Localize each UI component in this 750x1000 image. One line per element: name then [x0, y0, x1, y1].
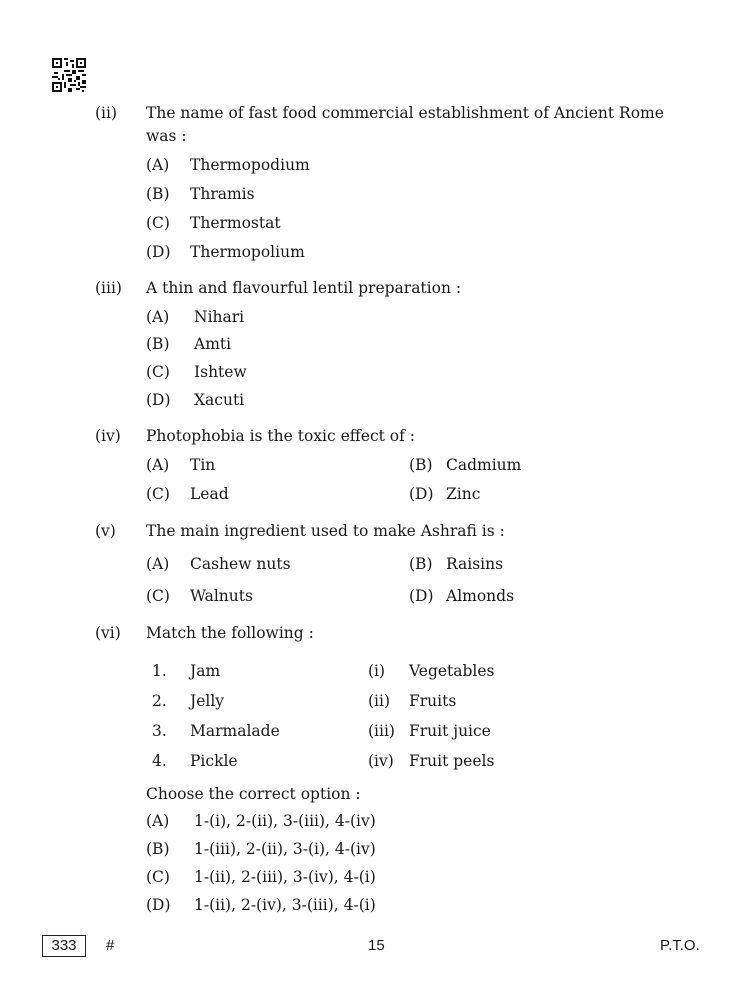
option-text: Thermostat [190, 214, 281, 232]
option-label: (D) [409, 587, 434, 605]
match-left-item: Jelly [190, 692, 225, 710]
option-text: Cashew nuts [190, 555, 291, 573]
option-text: Thermopodium [190, 156, 310, 174]
option-text: Thramis [190, 185, 255, 203]
match-right-item: Fruits [409, 692, 457, 710]
question-text: Photophobia is the toxic effect of : [146, 427, 416, 445]
option-text: Nihari [194, 308, 245, 326]
match-right-number: (iv) [368, 752, 394, 770]
option-label: (A) [146, 156, 170, 174]
question-number: (iv) [95, 427, 121, 445]
match-left-number: 3. [152, 722, 167, 740]
choose-instruction: Choose the correct option : [146, 785, 361, 803]
option-label: (A) [146, 812, 170, 830]
option-label: (D) [409, 485, 434, 503]
match-right-number: (ii) [368, 692, 391, 710]
option-text: 1-(i), 2-(ii), 3-(iii), 4-(iv) [194, 812, 376, 830]
match-left-number: 1. [152, 662, 167, 680]
match-right-number: (i) [368, 662, 386, 680]
option-label: (D) [146, 896, 171, 914]
qr-code-icon [52, 58, 86, 92]
match-left-item: Pickle [190, 752, 238, 770]
option-text: Zinc [446, 485, 481, 503]
paper-code-box: 333 [42, 935, 86, 957]
option-text: 1-(ii), 2-(iv), 3-(iii), 4-(i) [194, 896, 376, 914]
question-number: (v) [95, 522, 116, 540]
match-left-number: 4. [152, 752, 167, 770]
option-label: (B) [409, 456, 433, 474]
option-label: (C) [146, 363, 170, 381]
option-label: (D) [146, 391, 171, 409]
question-number: (vi) [95, 624, 121, 642]
option-label: (B) [146, 335, 170, 353]
match-right-item: Fruit juice [409, 722, 491, 740]
option-text: Tin [190, 456, 216, 474]
question-text: The name of fast food commercial establishment of Ancient Rome [146, 104, 664, 122]
option-text: Xacuti [194, 391, 245, 409]
match-right-item: Vegetables [409, 662, 495, 680]
question-number: (ii) [95, 104, 118, 122]
option-text: Lead [190, 485, 229, 503]
question-text: Match the following : [146, 624, 314, 642]
option-text: Raisins [446, 555, 504, 573]
question-text: The main ingredient used to make Ashrafi is : [146, 522, 505, 540]
option-text: 1-(ii), 2-(iii), 3-(iv), 4-(i) [194, 868, 376, 886]
match-right-number: (iii) [368, 722, 395, 740]
option-text: Ishtew [194, 363, 247, 381]
question-text: A thin and flavourful lentil preparation : [146, 279, 462, 297]
option-label: (C) [146, 214, 170, 232]
pto-label: P.T.O. [660, 937, 700, 954]
option-label: (A) [146, 308, 170, 326]
question-text-continued: was : [146, 127, 187, 145]
option-label: (B) [146, 840, 170, 858]
question-number: (iii) [95, 279, 122, 297]
option-label: (C) [146, 587, 170, 605]
option-label: (A) [146, 555, 170, 573]
option-text: Walnuts [190, 587, 253, 605]
option-text: Cadmium [446, 456, 522, 474]
option-label: (A) [146, 456, 170, 474]
option-label: (B) [146, 185, 170, 203]
match-left-item: Marmalade [190, 722, 280, 740]
option-label: (C) [146, 485, 170, 503]
option-label: (D) [146, 243, 171, 261]
option-label: (C) [146, 868, 170, 886]
option-text: Almonds [446, 587, 515, 605]
footer-hash: # [106, 937, 115, 954]
option-text: Thermopolium [190, 243, 305, 261]
option-text: Amti [194, 335, 232, 353]
page-number: 15 [368, 937, 385, 954]
option-label: (B) [409, 555, 433, 573]
option-text: 1-(iii), 2-(ii), 3-(i), 4-(iv) [194, 840, 376, 858]
match-left-item: Jam [190, 662, 221, 680]
match-left-number: 2. [152, 692, 167, 710]
match-right-item: Fruit peels [409, 752, 495, 770]
